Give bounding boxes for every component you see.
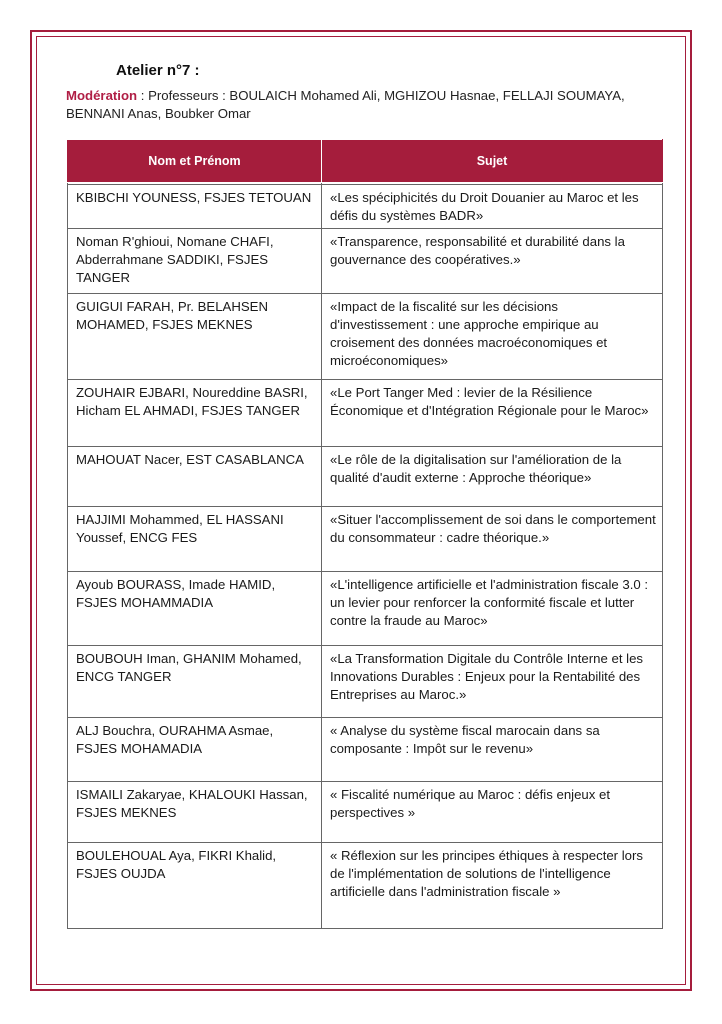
row-name: ZOUHAIR EJBARI, Noureddine BASRI, Hicham EL AHMADI, FSJES TANGER [68,380,322,447]
row-subject: «Impact de la fiscalité sur les décisions d'investissement : une approche empirique au croisement des données macroéconomiques et microéconomiques» [322,294,663,380]
table-row [68,572,663,646]
row-name: Ayoub BOURASS, Imade HAMID, FSJES MOHAMMADIA [68,572,322,646]
table-row [68,294,663,380]
sessions-table [67,139,663,929]
row-name: MAHOUAT Nacer, EST CASABLANCA [68,447,322,507]
moderation-label: Modération [66,88,138,103]
row-subject: «Les spéciphicités du Droit Douanier au Maroc et les défis du systèmes BADR» [322,185,663,229]
row-subject: «Situer l'accomplissement de soi dans le comportement du consommateur : cadre théorique.» [322,507,663,572]
table-row [68,646,663,718]
row-subject: «L'intelligence artificielle et l'administration fiscale 3.0 : un levier pour renforcer la conformité fiscale et lutter contre la fraude au Maroc» [322,572,663,646]
table-header-row [68,140,663,183]
table-row [68,718,663,782]
row-name: Noman R'ghioui, Nomane CHAFI, Abderrahmane SADDIKI, FSJES TANGER [68,229,322,294]
table-row [68,185,663,229]
row-name: KBIBCHI YOUNESS, FSJES TETOUAN [68,185,322,229]
column-header-name: Nom et Prénom [68,140,322,183]
moderation-text: : Professeurs : BOULAICH Mohamed Ali, MGHIZOU Hasnae, FELLAJI SOUMAYA, BENNANI Anas, Boubker Omar [66,88,625,121]
row-subject: «Transparence, responsabilité et durabilité dans la gouvernance des coopératives.» [322,229,663,294]
column-header-subject: Sujet [322,140,663,183]
table-row [68,782,663,843]
row-subject: « Réflexion sur les principes éthiques à respecter lors de l'implémentation de solutions de l'intelligence artificielle dans l'administration fiscale » [322,843,663,929]
row-name: HAJJIMI Mohammed, EL HASSANI Youssef, ENCG FES [68,507,322,572]
table-row [68,380,663,447]
table-row [68,843,663,929]
table-row [68,229,663,294]
row-subject: «Le rôle de la digitalisation sur l'amélioration de la qualité d'audit externe : Approche théorique» [322,447,663,507]
row-name: ISMAILI Zakaryae, KHALOUKI Hassan, FSJES MEKNES [68,782,322,843]
table-row [68,507,663,572]
row-subject: «La Transformation Digitale du Contrôle Interne et les Innovations Durables : Enjeux pour la Rentabilité des Entreprises au Maroc.» [322,646,663,718]
row-subject: «Le Port Tanger Med : levier de la Résilience Économique et d'Intégration Régionale pour le Maroc» [322,380,663,447]
row-name: GUIGUI FARAH, Pr. BELAHSEN MOHAMED, FSJES MEKNES [68,294,322,380]
row-name: BOUBOUH Iman, GHANIM Mohamed, ENCG TANGER [68,646,322,718]
row-name: ALJ Bouchra, OURAHMA Asmae, FSJES MOHAMADIA [68,718,322,782]
row-name: BOULEHOUAL Aya, FIKRI Khalid, FSJES OUJDA [68,843,322,929]
moderation-line [66,87,666,123]
table-row [68,447,663,507]
row-subject: « Analyse du système fiscal marocain dans sa composante : Impôt sur le revenu» [322,718,663,782]
page-title: Atelier n°7 : [116,62,200,79]
row-subject: « Fiscalité numérique au Maroc : défis enjeux et perspectives » [322,782,663,843]
